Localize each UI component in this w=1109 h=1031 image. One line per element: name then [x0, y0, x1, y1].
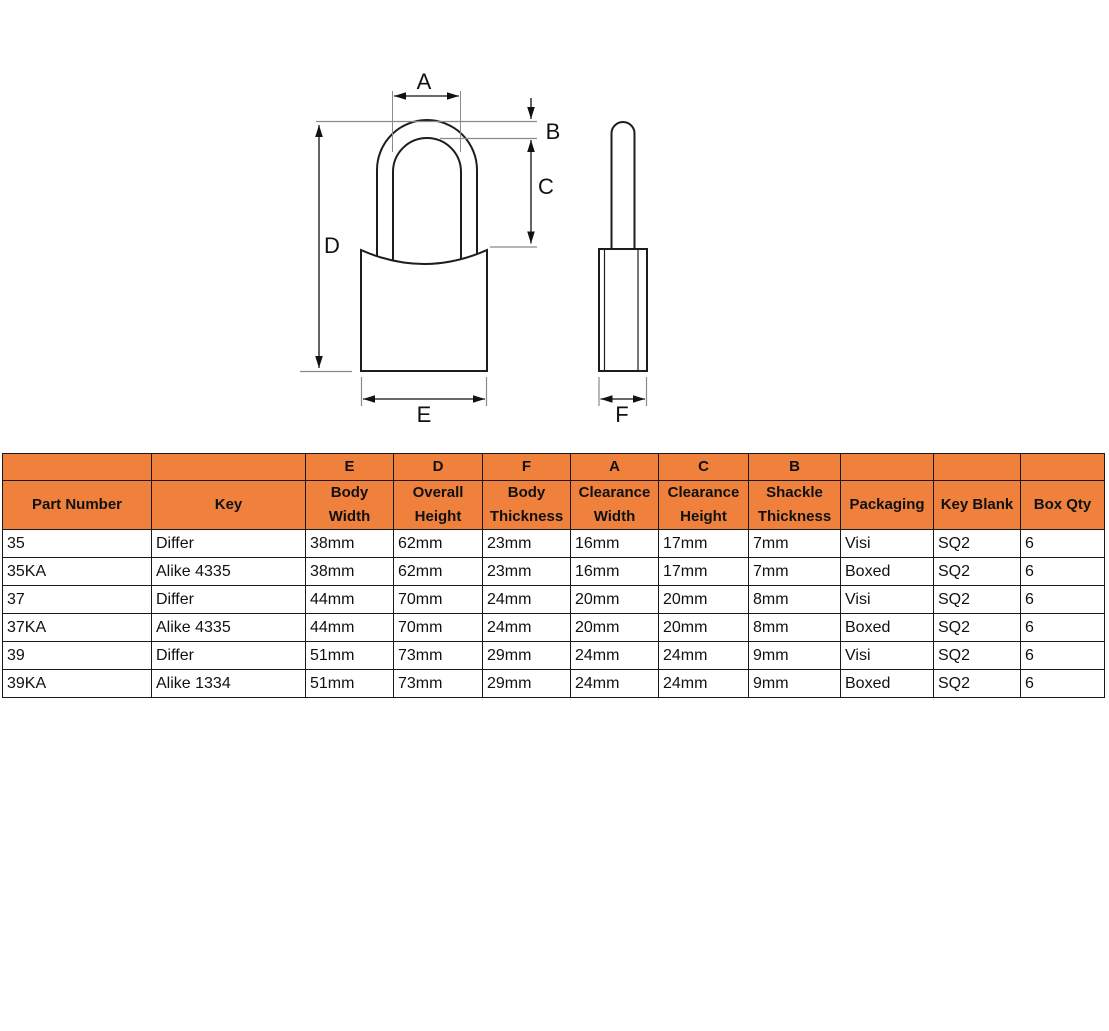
table-cell: 24mm — [659, 642, 749, 670]
table-row — [3, 558, 1105, 586]
table-row — [3, 642, 1105, 670]
part-number-cell: 37KA — [3, 614, 152, 642]
part-number-cell: 39KA — [3, 670, 152, 698]
dim-label-a: A — [416, 69, 432, 94]
column-header: Clearance Width — [571, 481, 659, 530]
shackle-inner-outline — [393, 138, 461, 266]
table-cell: Boxed — [841, 614, 934, 642]
table-cell: 9mm — [749, 670, 841, 698]
table-cell: 17mm — [659, 558, 749, 586]
table-cell: 20mm — [659, 614, 749, 642]
table-cell: Differ — [152, 642, 306, 670]
dim-label-b: B — [545, 119, 561, 144]
dimension-letter-cell: F — [483, 454, 571, 481]
dimension-letter-cell: B — [749, 454, 841, 481]
dimension-letter-cell: E — [306, 454, 394, 481]
dimension-b — [316, 98, 560, 144]
dim-label-c: C — [538, 174, 554, 199]
table-cell: 51mm — [306, 642, 394, 670]
table-cell: 6 — [1021, 530, 1105, 558]
table-cell: SQ2 — [934, 642, 1021, 670]
part-number-cell: 37 — [3, 586, 152, 614]
dimension-e — [362, 377, 487, 427]
table-cell: 6 — [1021, 586, 1105, 614]
column-header: Shackle Thickness — [749, 481, 841, 530]
column-header: Part Number — [3, 481, 152, 530]
dimension-f — [599, 377, 647, 427]
side-shackle-outline — [612, 122, 635, 260]
table-cell: Alike 4335 — [152, 558, 306, 586]
dimension-c — [490, 140, 554, 247]
table-cell: SQ2 — [934, 614, 1021, 642]
table-cell: Alike 1334 — [152, 670, 306, 698]
table-cell: 24mm — [571, 670, 659, 698]
table-cell: Differ — [152, 530, 306, 558]
dim-label-f: F — [615, 402, 629, 427]
table-cell: 20mm — [571, 614, 659, 642]
column-header: Overall Height — [394, 481, 483, 530]
dimension-letter-cell: A — [571, 454, 659, 481]
table-cell: Visi — [841, 586, 934, 614]
table-cell: 70mm — [394, 586, 483, 614]
part-number-cell: 35KA — [3, 558, 152, 586]
dimension-letter-cell: C — [659, 454, 749, 481]
table-cell: SQ2 — [934, 530, 1021, 558]
table-cell: 51mm — [306, 670, 394, 698]
spec-table-header — [3, 454, 1105, 530]
table-cell: Differ — [152, 586, 306, 614]
table-cell: 73mm — [394, 670, 483, 698]
spec-table-body — [3, 530, 1105, 698]
table-cell: 29mm — [483, 642, 571, 670]
table-cell: 8mm — [749, 614, 841, 642]
part-number-cell: 35 — [3, 530, 152, 558]
column-header: Box Qty — [1021, 481, 1105, 530]
table-cell: 24mm — [659, 670, 749, 698]
table-cell: 16mm — [571, 558, 659, 586]
table-cell: SQ2 — [934, 586, 1021, 614]
table-cell: 24mm — [483, 586, 571, 614]
table-cell: 62mm — [394, 558, 483, 586]
dimension-a — [393, 69, 461, 152]
table-cell: Visi — [841, 530, 934, 558]
padlock-side-view — [599, 122, 647, 371]
part-number-cell: 39 — [3, 642, 152, 670]
dimension-letter-cell — [152, 454, 306, 481]
table-cell: 8mm — [749, 586, 841, 614]
table-cell: SQ2 — [934, 558, 1021, 586]
table-cell: Boxed — [841, 558, 934, 586]
padlock-body — [361, 250, 487, 371]
column-header: Key — [152, 481, 306, 530]
table-cell: 38mm — [306, 558, 394, 586]
table-cell: 29mm — [483, 670, 571, 698]
column-header-row — [3, 481, 1105, 530]
table-cell: 7mm — [749, 558, 841, 586]
dimension-letter-cell — [1021, 454, 1105, 481]
table-cell: 38mm — [306, 530, 394, 558]
column-header: Key Blank — [934, 481, 1021, 530]
table-cell: 24mm — [571, 642, 659, 670]
table-cell: 6 — [1021, 670, 1105, 698]
table-row — [3, 530, 1105, 558]
dim-label-e: E — [416, 402, 432, 427]
table-row — [3, 670, 1105, 698]
table-cell: Visi — [841, 642, 934, 670]
table-cell: SQ2 — [934, 670, 1021, 698]
table-cell: 9mm — [749, 642, 841, 670]
table-cell: 6 — [1021, 558, 1105, 586]
table-cell: Boxed — [841, 670, 934, 698]
side-body — [599, 249, 647, 371]
table-cell: 6 — [1021, 614, 1105, 642]
column-header: Body Thickness — [483, 481, 571, 530]
table-cell: 17mm — [659, 530, 749, 558]
spec-table — [2, 453, 1105, 698]
table-row — [3, 614, 1105, 642]
table-row — [3, 586, 1105, 614]
table-cell: 62mm — [394, 530, 483, 558]
table-cell: 23mm — [483, 530, 571, 558]
dimension-letter-row — [3, 454, 1105, 481]
table-cell: 70mm — [394, 614, 483, 642]
padlock-dimension-diagram — [0, 0, 1109, 450]
dimension-letter-cell: D — [394, 454, 483, 481]
table-cell: 16mm — [571, 530, 659, 558]
table-cell: 20mm — [659, 586, 749, 614]
column-header: Body Width — [306, 481, 394, 530]
table-cell: 73mm — [394, 642, 483, 670]
table-cell: 6 — [1021, 642, 1105, 670]
table-cell: Alike 4335 — [152, 614, 306, 642]
table-cell: 7mm — [749, 530, 841, 558]
dimension-letter-cell — [841, 454, 934, 481]
dimension-d — [300, 125, 352, 372]
table-cell: 20mm — [571, 586, 659, 614]
table-cell: 44mm — [306, 586, 394, 614]
dimension-letter-cell — [934, 454, 1021, 481]
dim-label-d: D — [324, 233, 340, 258]
column-header: Packaging — [841, 481, 934, 530]
padlock-front-view — [361, 120, 487, 371]
table-cell: 23mm — [483, 558, 571, 586]
table-cell: 24mm — [483, 614, 571, 642]
column-header: Clearance Height — [659, 481, 749, 530]
dimension-letter-cell — [3, 454, 152, 481]
table-cell: 44mm — [306, 614, 394, 642]
